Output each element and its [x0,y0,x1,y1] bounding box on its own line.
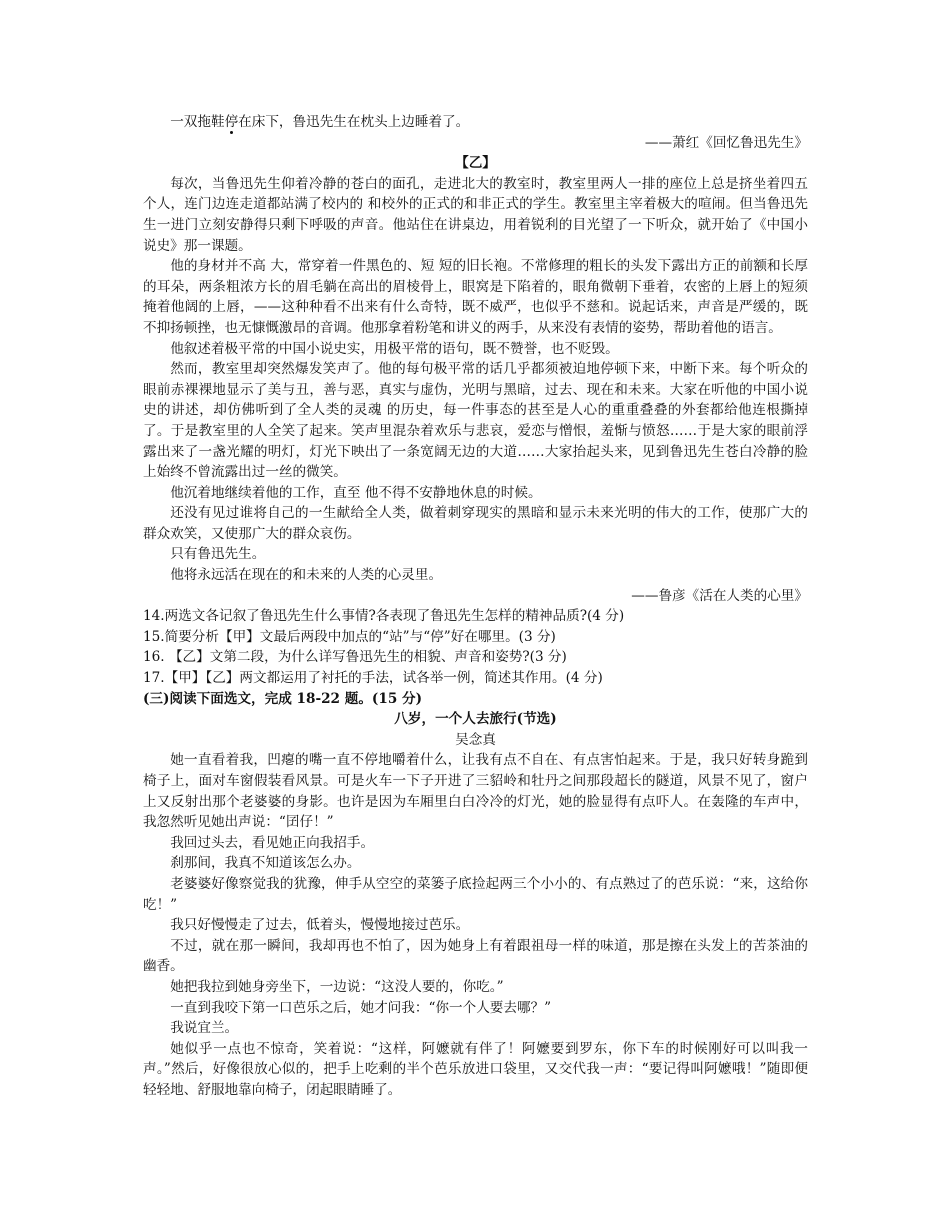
article-paragraph: 我只好慢慢走了过去，低着头，慢慢地接过芭乐。 [170,917,470,934]
article-paragraph: 刹那间，我真不知道该怎么办。 [170,855,361,872]
dotted-character: 停 [224,114,239,130]
jia-source: ——萧红《回忆鲁迅先生》 [644,134,808,151]
yi-paragraph: 还没有见过谁将自己的一生献给全人类，做着刺穿现实的黑暗和显示未来光明的伟大的工作，使那广大的群众欢笑，又使那广大的群众哀伤。 [143,505,808,542]
article-author: 吴念真 [455,731,496,748]
article-paragraph: 一直到我咬下第一口芭乐之后，她才问我：“你一个人要去哪？” [170,999,552,1016]
yi-source: ——鲁彦《活在人类的心里》 [631,587,808,604]
yi-paragraph: 他将永远活在现在的和未来的人类的心灵里。 [170,567,443,584]
article-paragraph: 老婆婆好像察觉我的犹豫，伸手从空空的菜篓子底捡起两三个小小的、有点熟过了的芭乐说：“来，这给你吃！” [143,875,808,913]
question-16: 16. 【乙】文第二段，为什么详写鲁迅先生的相貌、声音和姿势?(3 分) [143,649,567,666]
yi-paragraph: 只有鲁迅先生。 [170,546,266,563]
question-17: 17.【甲】【乙】两文都运用了衬托的手法，试各举一例，简述其作用。(4 分) [143,670,603,687]
article-paragraph: 她把我拉到她身旁坐下，一边说：“这没人要的，你吃。” [170,978,504,995]
page [143,112,808,1101]
article-paragraph: 她似乎一点也不惊奇，笑着说：“这样，阿嬷就有伴了！阿嬷要到罗东，你下车的时候刚好可以叫我一声。”然后，好像很放心似的，把手上吃剩的半个芭乐放进口袋里，又交代我一声：“要记得叫阿嬷哦！”随即便轻轻地、舒服地靠向椅子，闭起眼睛睡了。 [143,1040,808,1098]
yi-heading: 【乙】 [455,155,496,172]
yi-paragraph: 他沉着地继续着他的工作，直至 他不得不安静地休息的时候。 [170,484,542,501]
jia-text-post: 在床下，鲁迅先生在枕头上边睡着了。 [238,114,470,130]
yi-paragraph: 每次，当鲁迅先生仰着冷静的苍白的面孔，走进北大的教室时，教室里两人一排的座位上总是挤坐着四五个人，连门边连走道都站满了校内的 和校外的正式的和非正式的学生。教室里主宰着极大的喧闹。但当鲁迅先生一进门立刻安静得只剩下呼吸的声音。他站住在讲桌边，用着锐利的目光望了一下听众，就开始了《中国小说史》那一课题。 [143,175,808,254]
section3-heading: (三)阅读下面选文，完成 18-22 题。(15 分) [143,690,423,707]
article-paragraph: 她一直看着我，凹瘪的嘴一直不停地嚼着什么，让我有点不自在、有点害怕起来。于是，我只好转身跪到椅子上，面对车窗假装看风景。可是火车一下子开进了三貂岭和牡丹之间那段超长的隧道，风景不见了，窗户上又反射出那个老婆婆的身影。也许是因为车厢里白白冷冷的灯光，她的脸显得有点吓人。在轰隆的车声中，我忽然听见她出声说：“囝仔！” [143,752,808,831]
yi-paragraph: 他的身材并不高 大，常穿着一件黑色的、短 短的旧长袍。不常修理的粗长的头发下露出方正的前额和长厚的耳朵，两条粗浓方长的眉毛躺在高出的眉棱骨上，眼窝是下陷着的，眼角微朝下垂着，农密的上唇上的短须掩着他阔的上唇，——这种种看不出来有什么奇特，既不威严，也似乎不慈和。说起话来，声音是严缓的，既不抑扬顿挫，也无慷慨激昂的音调。他那拿着粉笔和讲义的两手，从来没有表情的姿势，帮助着他的语言。 [143,258,808,336]
question-15: 15.简要分析【甲】文最后两段中加点的“站”与“停”好在哪里。(3 分) [143,628,556,645]
article-paragraph: 不过，就在那一瞬间，我却再也不怕了，因为她身上有着跟祖母一样的味道，那是擦在头发上的苦茶油的幽香。 [143,937,808,975]
question-14: 14.两选文各记叙了鲁迅先生什么事情?各表现了鲁迅先生怎样的精神品质?(4 分) [143,608,625,625]
jia-text-pre: 一双拖鞋 [170,114,225,130]
jia-last-line [143,112,808,133]
yi-paragraph: 然而，教室里却突然爆发笑声了。他的每句极平常的话几乎都须被迫地停顿下来，中断下来。每个听众的眼前赤裸裸地显示了美与丑，善与恶，真实与虚伪，光明与黑暗，过去、现在和未来。大家在听他的中国小说史的讲述，却仿佛听到了全人类的灵魂 的历史，每一件事态的甚至是人心的重重叠叠的外套都给他连根撕掉了。于是教室里的人全笑了起来。笑声里混杂着欢乐与悲哀，爱恋与憎恨，羞惭与愤怒……于是大家的眼前浮露出来了一盏光耀的明灯，灯光下映出了一条宽阔无边的大道……大家抬起头来，见到鲁迅先生苍白冷静的脸上始终不曾流露出过一丝的微笑。 [143,361,808,481]
yi-paragraph: 他叙述着极平常的中国小说史实，用极平常的语句，既不赞誉，也不贬毁。 [170,340,619,357]
article-title: 八岁，一个人去旅行(节选) [394,711,557,728]
article-paragraph: 我说宜兰。 [170,1020,239,1037]
article-paragraph: 我回过头去，看见她正向我招手。 [170,834,375,851]
